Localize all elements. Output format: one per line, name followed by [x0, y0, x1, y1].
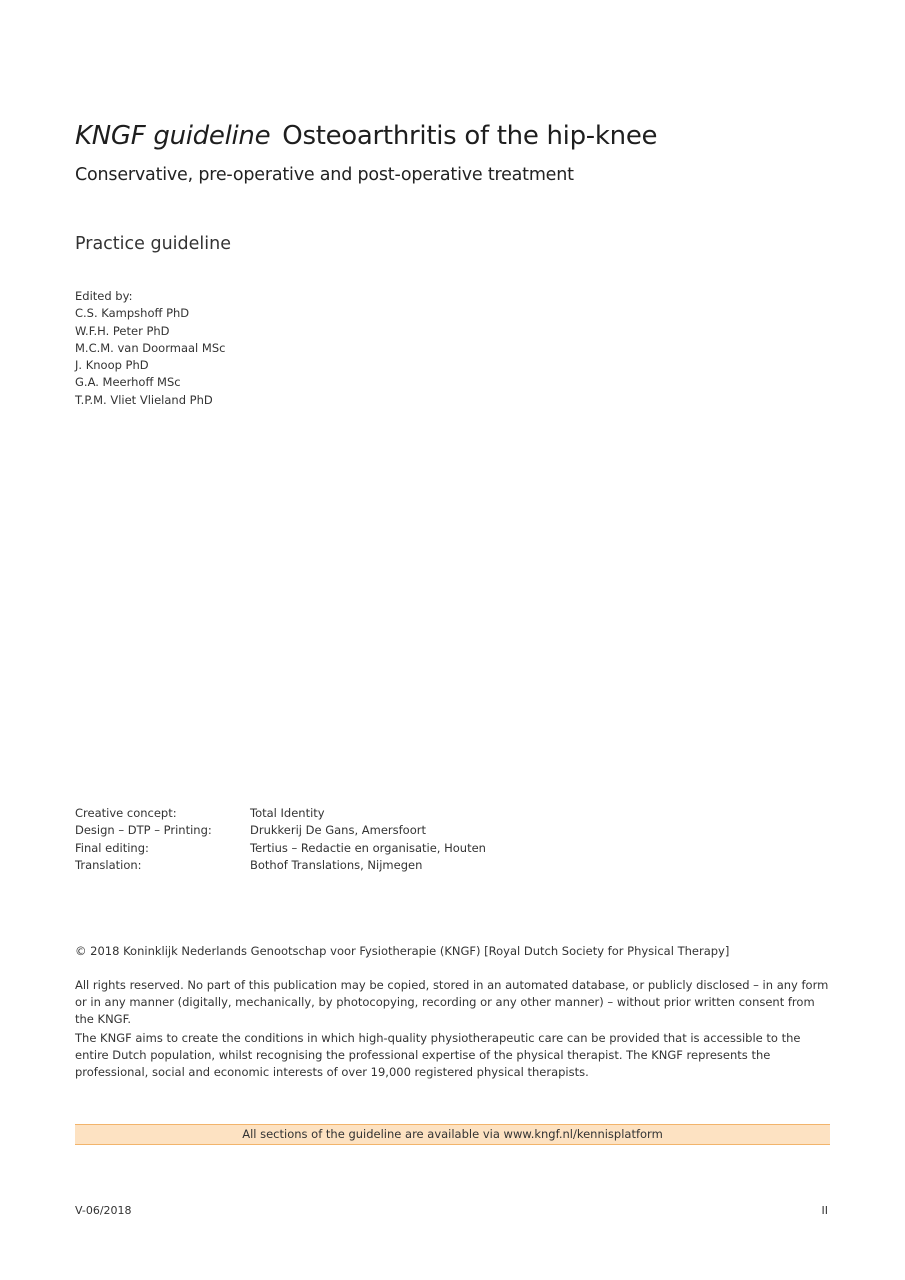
editor-name: M.C.M. van Doormaal MSc: [75, 340, 226, 355]
editor-name: T.P.M. Vliet Vlieland PhD: [75, 392, 213, 407]
credit-value: Tertius – Redactie en organisatie, Houten: [250, 840, 486, 855]
credit-value: Total Identity: [250, 806, 325, 820]
credits-row: [75, 805, 486, 822]
credit-role: Final editing:: [75, 840, 149, 855]
editors-block: [75, 288, 225, 409]
credit-role: Creative concept:: [75, 806, 177, 820]
credits-row: [75, 840, 486, 857]
availability-banner: All sections of the guideline are available via www.kngf.nl/kennisplatform: [75, 1124, 830, 1145]
document-type: Practice guideline: [75, 234, 231, 254]
credits-row: [75, 857, 486, 874]
editor-name: C.S. Kampshoff PhD: [75, 306, 190, 321]
guideline-brand: KNGF guideline: [75, 121, 271, 151]
editor-name: J. Knoop PhD: [75, 358, 149, 373]
credits-row: [75, 822, 486, 839]
copyright-notice: © 2018 Koninklijk Nederlands Genootschap voor Fysiotherapie (KNGF) [Royal Dutch Society for Physical Therapy]: [75, 944, 730, 958]
credit-value: Drukkerij De Gans, Amersfoort: [250, 823, 426, 838]
document-subtitle: Conservative, pre-operative and post-operative treatment: [75, 165, 574, 185]
credit-role: Design – DTP – Printing:: [75, 823, 212, 838]
page-number: II: [821, 1204, 828, 1217]
rights-notice: All rights reserved. No part of this publication may be copied, stored in an automated database, or publicly disclosed – in any form or in any manner (digitally, mechanically, by photocopying, recording or any other manner) – without prior written consent from the KNGF.: [75, 978, 829, 1026]
kngf-about: The KNGF aims to create the conditions in which high-quality physiotherapeutic care can be provided that is accessible to the entire Dutch population, whilst recognising the professional expertise of the physical therapist. The KNGF represents the professional, social and economic interests of over 19,000 registered physical therapists.: [75, 1031, 801, 1079]
credit-role: Translation:: [75, 857, 142, 872]
version-label: V-06/2018: [75, 1204, 132, 1217]
editor-name: W.F.H. Peter PhD: [75, 323, 170, 338]
guideline-topic: Osteoarthritis of the hip-knee: [282, 121, 658, 151]
credits-table: [75, 805, 486, 874]
editor-name: G.A. Meerhoff MSc: [75, 375, 181, 390]
document-title: [75, 118, 657, 154]
credit-value: Bothof Translations, Nijmegen: [250, 857, 423, 872]
editors-label: Edited by:: [75, 289, 133, 303]
